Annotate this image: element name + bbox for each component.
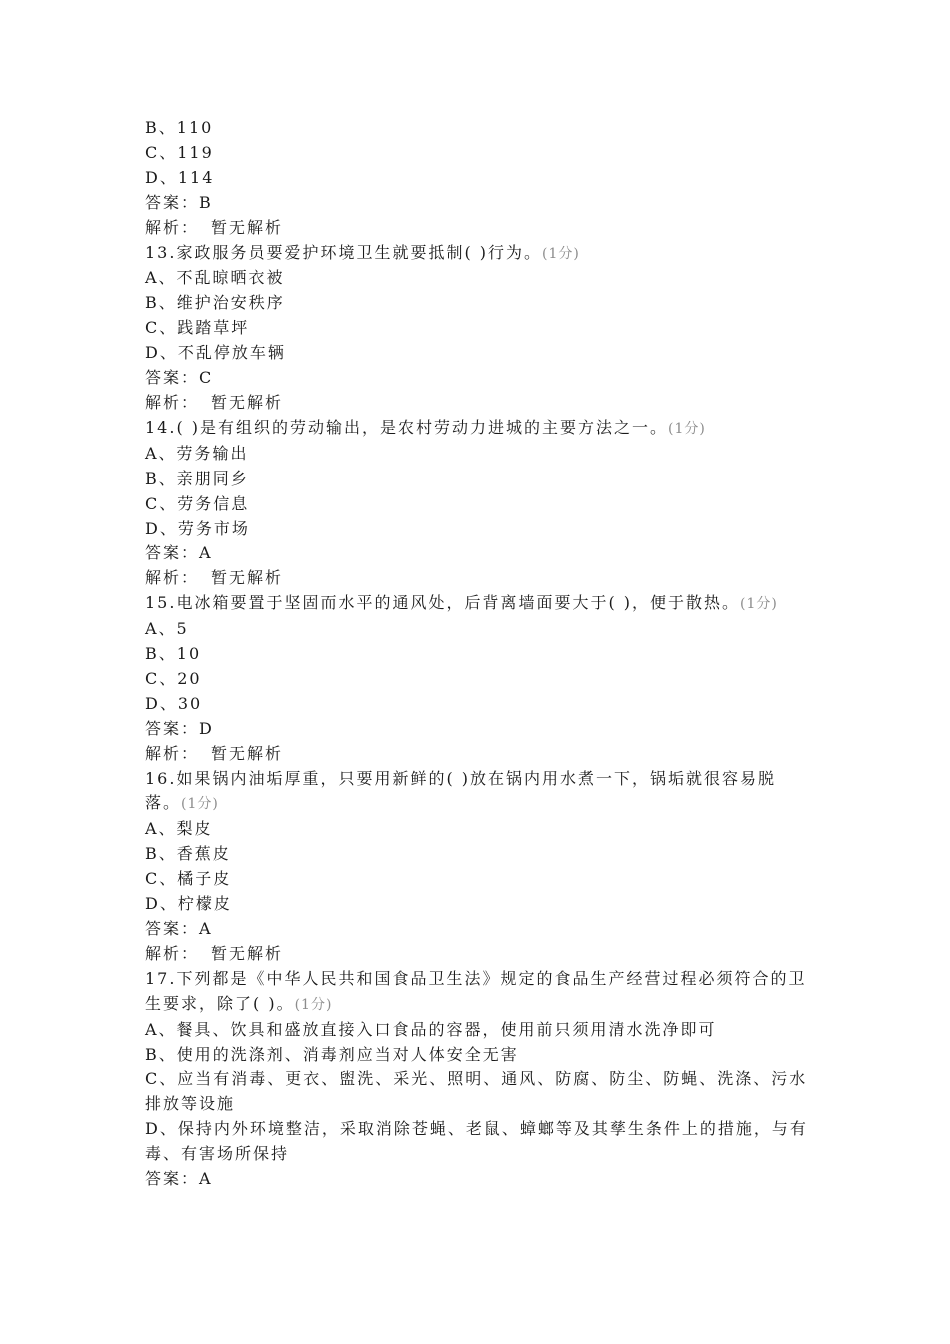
option-c: C、20 [145,668,202,688]
stem-text: 15.电冰箱要置于坚固而水平的通风处，后背离墙面要大于( )，便于散热。 [145,593,741,613]
option-d: D、114 [145,167,215,187]
analysis-label: 解析： [145,568,200,588]
stem-text: 17.下列都是《中华人民共和国食品卫生法》规定的食品生产经营过程必须符合的卫生要求，除了( )。 [145,968,807,1013]
score: (1分) [542,245,580,262]
option-a: A、5 [145,619,189,639]
analysis [145,742,810,767]
option-c: C、践踏草坪 [145,318,250,338]
question-stem [145,591,810,617]
analysis [145,942,810,967]
analysis [145,216,810,241]
option-d: D、柠檬皮 [145,894,232,914]
analysis-text: 暂无解析 [211,943,284,963]
analysis-label: 解析： [145,217,200,237]
option-a: A、不乱晾晒衣被 [145,268,285,288]
answer: 答案：C [145,368,214,388]
analysis [145,566,810,591]
option-c: C、119 [145,142,214,162]
analysis-text: 暂无解析 [211,217,284,237]
question-stem [145,767,810,818]
answer: 答案：A [145,1169,213,1189]
option-c: C、劳务信息 [145,493,250,513]
question-stem [145,241,810,267]
option-b: B、香蕉皮 [145,844,231,864]
analysis-label: 解析： [145,943,200,963]
option-b: B、维护治安秩序 [145,293,285,313]
option-c: C、橘子皮 [145,869,232,889]
score: (1分) [740,596,778,613]
analysis-text: 暂无解析 [211,743,284,763]
option-a: A、梨皮 [145,819,213,839]
option-b: B、亲朋同乡 [145,468,249,488]
answer: 答案：B [145,192,213,212]
exam-document [145,116,810,1192]
stem-text: 16.如果锅内油垢厚重，只要用新鲜的( )放在锅内用水煮一下，锅垢就很容易脱落。 [145,768,777,813]
option-d: D、保持内外环境整洁，采取消除苍蝇、老鼠、蟑螂等及其孳生条件上的措施，与有毒、有害场所保持 [145,1119,808,1164]
analysis-label: 解析： [145,392,200,412]
option-b: B、使用的洗涤剂、消毒剂应当对人体安全无害 [145,1044,519,1064]
option-c: C、应当有消毒、更衣、盥洗、采光、照明、通风、防腐、防尘、防蝇、洗涤、污水排放等设施 [145,1069,808,1114]
option-d: D、不乱停放车辆 [145,343,286,363]
score: (1分) [294,996,333,1013]
analysis-text: 暂无解析 [211,568,284,588]
question-stem [145,967,810,1018]
option-a: A、劳务输出 [145,443,249,463]
analysis-label: 解析： [145,743,200,763]
answer: 答案：D [145,718,214,738]
question-stem [145,416,810,442]
analysis [145,391,810,416]
option-d: D、劳务市场 [145,518,250,538]
analysis-text: 暂无解析 [211,392,284,412]
score: (1分) [668,420,706,437]
stem-text: 13.家政服务员要爱护环境卫生就要抵制( )行为。 [145,242,543,262]
score: (1分) [181,796,219,813]
answer: 答案：A [145,919,213,938]
option-a: A、餐具、饮具和盛放直接入口食品的容器，使用前只须用清水洗净即可 [145,1019,717,1039]
answer: 答案：A [145,543,213,563]
stem-text: 14.( )是有组织的劳动输出，是农村劳动力进城的主要方法之一。 [145,417,669,437]
option-d: D、30 [145,693,203,713]
option-b: B、110 [145,118,214,137]
option-b: B、10 [145,644,202,664]
